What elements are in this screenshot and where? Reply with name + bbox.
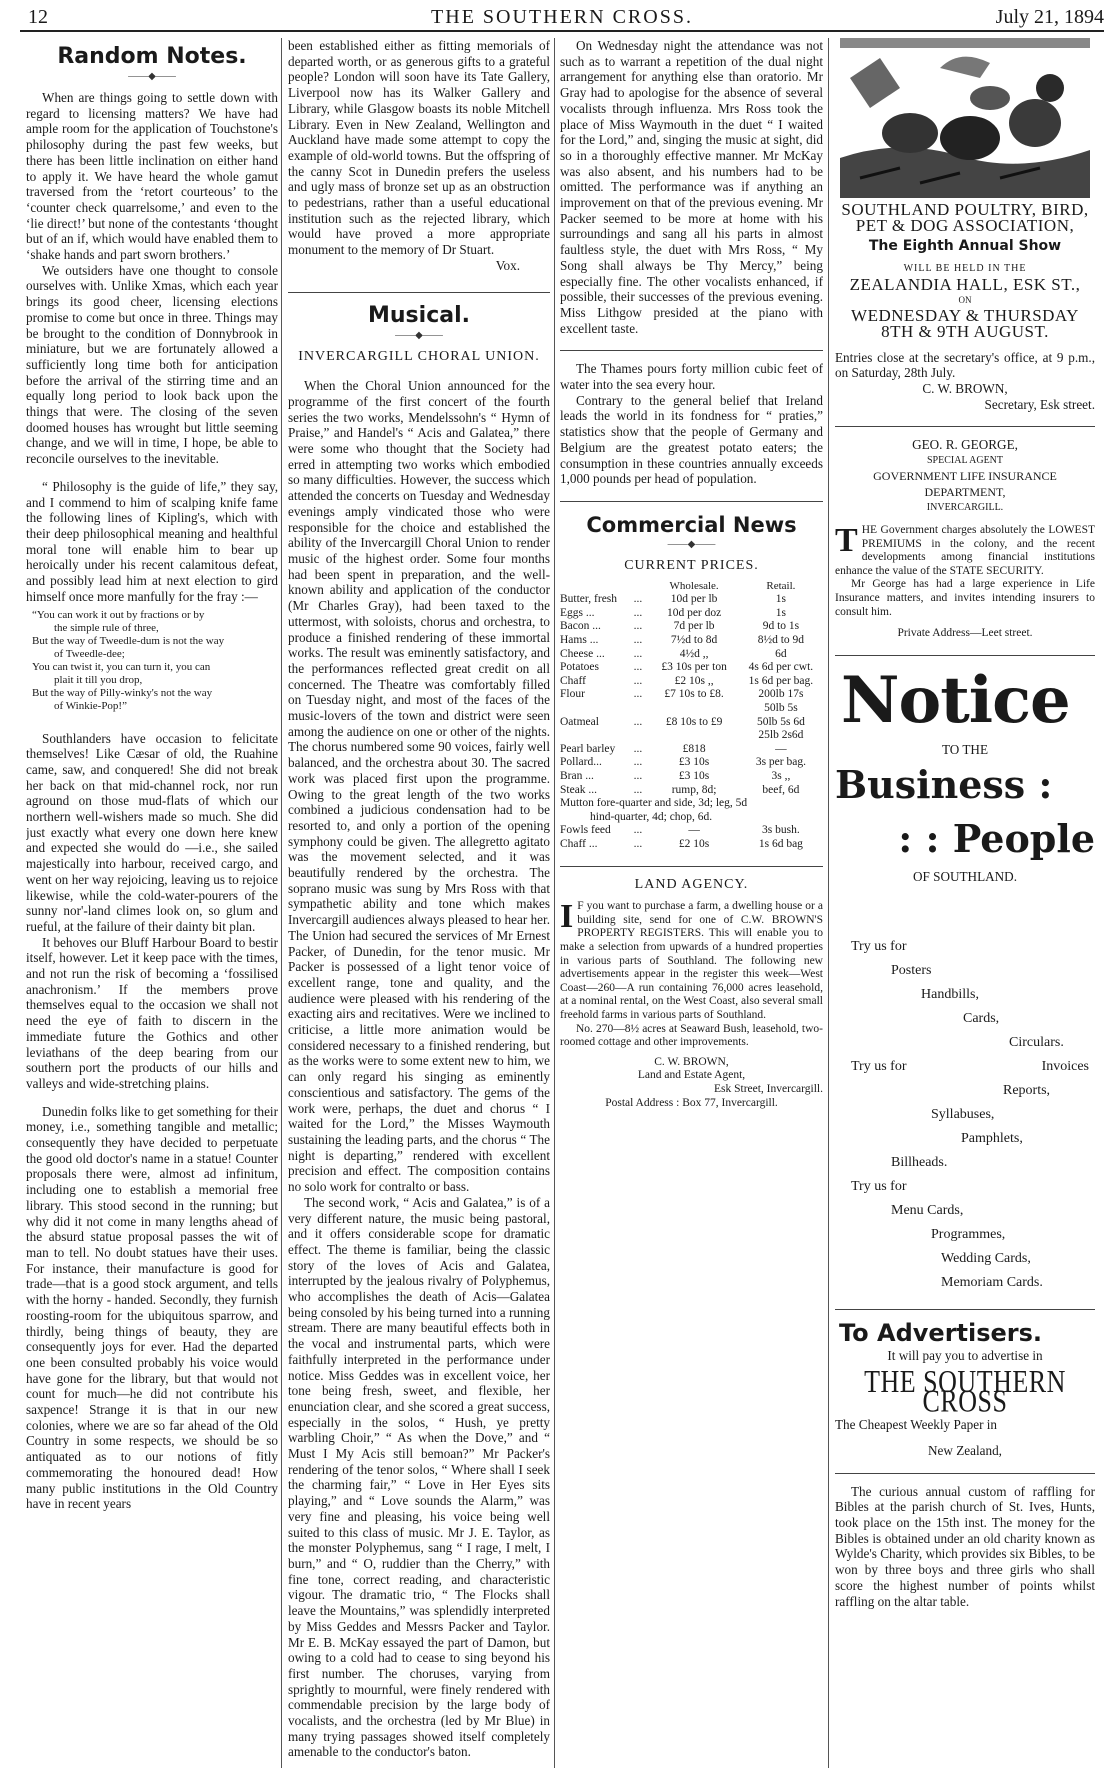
george-ad-body: THE Government charges absolutely the LOWEST PREMIUMS in the colony, and the recent developments among financial institutions enhance the value of the STATE SECURITY. — [835, 521, 1095, 577]
price-item: Bran ... — [560, 770, 594, 782]
price-item: Eggs ... — [560, 606, 595, 619]
ornament-divider: ——◆—— — [667, 538, 716, 550]
column-rule — [281, 38, 282, 1768]
price-retail: 50lb 5s — [764, 702, 798, 715]
price-retail: 1s 6d bag — [758, 837, 803, 850]
section-rule — [835, 426, 1095, 427]
article-paragraph: Dunedin folks like to get something for their money, i.e., something tangible and metallic; consequently they have decided to perpetuate the good old doctor's name in a statue! Counter proposals there were, almost ad infinitum, including one to establish a memorial free library. This stood second in the running; but why did it not come in many lengths ahead of the absurd statue proposal passes the wit of man to tell. No doubt statues have their uses. For instance, their manufacture is good for trade—that is a good stock argument, and tells with the horny - handed. Secondly, they furnish roosting-room for the ubiquitous sparrow, and thirdly, being things of beauty, they are consequently joys for ever. Had the departed one been consulted probably his voice would have gone for the library, but that would not count for much—he did not contribute his saxpence! Strange it is that in our new colonies, where we are so far ahead of the Old Country in some respects, we should be so antiquated as to our notions of fitly commemorating the honoured dead! How many public institutions in the Old Country have in recent years — [26, 1103, 278, 1512]
price-row — [560, 743, 823, 757]
price-wholesale: 10d per doz — [666, 606, 722, 619]
poultry-illustration — [840, 38, 1090, 198]
price-wholesale: £2 10s ,, — [674, 674, 714, 687]
filler-paragraph: The curious annual custom of raffling for Bibles at the parish church of St. Ives, Hunts, took place on the 15th inst. The money for the Bibles is obtained under an old charity known as Wylde's Charity, which provides six Bibles, to be won by three boys and three girls who shall score the highest number of points whilst raffling on the altar table. — [835, 1483, 1095, 1609]
masthead — [20, 6, 1104, 28]
george-ad-body: Mr George has had a large experience in Life Insurance matters, and invites intending insurers to consult him. — [835, 578, 1095, 618]
price-row — [560, 675, 823, 689]
price-retail: 3s per bag. — [755, 756, 806, 769]
price-item: Fowls feed — [560, 824, 611, 837]
column-rule — [828, 38, 829, 1768]
column-header: Retail. — [766, 579, 796, 592]
price-retail: 6d — [775, 647, 787, 660]
price-dots: ... — [633, 688, 643, 701]
price-wholesale: 10d per lb — [670, 593, 718, 606]
price-dots: ... — [633, 742, 643, 755]
price-row — [560, 729, 823, 743]
price-dots: ... — [633, 824, 643, 837]
price-dots: ... — [633, 674, 643, 687]
price-retail: 50lb 5s 6d — [756, 715, 805, 728]
price-wholesale: 4½d ,, — [679, 647, 709, 660]
current-prices-subheading: CURRENT PRICES. — [624, 557, 759, 573]
price-row — [560, 688, 823, 702]
column-2 — [288, 38, 550, 1768]
price-row — [560, 770, 823, 784]
advertisers-line: It will pay you to advertise in — [887, 1348, 1043, 1364]
article-paragraph: We outsiders have one thought to console ourselves with. Unlike Xmas, which each year brings its good cheer, licensing elections promise to come but once in three. Things may be brought to the condition of Donnybrook in miniature, but we are fortunately allowed a sufficiently long time both for anticipation before the arrival of the stirring time and an equally long period to look back upon the things that were. The closing of the seven doomed houses has wrought but little seeming change, and we will in time, I hope, be able to reconcile ourselves to the inevitable. — [26, 262, 278, 467]
price-dots: ... — [633, 620, 643, 633]
article-paragraph: “ Philosophy is the guide of life,” they say, and I commend to him of scalping knife fame the following lines of Kipling's, which with their deep philosophical meaning and healthful moral tone will enable him to bear up heroically under his recent calamitous defeat, and possibly lead him at next election to gird himself once more manfully for the fray :— — [26, 478, 278, 604]
price-wholesale — [649, 702, 738, 716]
poultry-association-ad: SOUTHLAND POULTRY, BIRD, PET & DOG ASSOCIATION, The Eighth Annual Show WILL BE HELD IN THE ZEALANDIA HALL, ESK ST., ON WEDNESDAY & THURSDAY 8TH & 9TH AUGUST. Entries close at the secretary's office, at 9 p.m., on Saturday, 28th July. C. W. BROWN, Secretary, Esk street. — [835, 200, 1095, 412]
column-rule — [554, 38, 555, 1768]
price-item: Pollard... — [560, 756, 602, 769]
column-header: Wholesale. — [669, 579, 719, 592]
column-1 — [26, 38, 278, 1768]
land-agency-body: I F you want to purchase a farm, a dwelling house or a building site, send for one of C.W. BROWN'S PROPERTY REGISTERS. This will enable you to make a selection from upwards of a hundred properties in various parts of Southland. The following new advertisements appear in the register this week—West Coast—260—A run containing 76,000 acres leasehold, at a nominal rental, on the West Coast, also several small freehold farms in various parts of Southland. — [560, 898, 823, 1022]
section-rule — [288, 292, 550, 293]
price-wholesale: £7 10s to £8. — [664, 688, 724, 701]
column-3 — [560, 38, 823, 1768]
article-paragraph: When the Choral Union announced for the programme of the first concert of the fourth series the two works, Mendelssohn's “ Hymn of Praise,” and Handel's “ Acis and Galatea,” there were some who thought that the Society had erred in attempting two works which embodied so many difficulties. However, the success which attended the concerts on Tuesday and Wednesday evenings amply vindicated those who were responsible for the choice and established the ability of the Invercargill Choral Union to render music of the highest order. Some four months had been spent in preparation, and the well-known ability and application of the conductor (Mr Charles Gray), had been taxed to the uttermost, with soloists, chorus and orchestra, to produce a finished rendering of these immortal works. The result was eminently satisfactory, and the performances reflected great credit on all concerned. The Theatre was comfortably filled on Tuesday night, and most of the faces of the music-lovers of the town and district were seen among the audience on one or other of the nights. The chorus numbered some 90 voices, fairly well balanced, and the orchestra about 30. The sacred work was placed first upon the programme. Owing to the great length of the two works combined a judicious condensation had to be resorted to, and only a portion of the opening symphony could be given. The allegretto agitato was the movement selected, and it was beautifully rendered by the orchestra. The soprano music was sung by Mrs Ross with that sympathetic ability and tone which makes Invercargill audiences always pleased to hear her. The Union had secured the services of Mr Ernest Packer, of Dunedin, for the tenor music. Mr Packer is possessed of a light tenor voice of excellent range, tone and quality, and the audience were pleased with his rendering of the exacting airs and recitatives. Were we inclined to criticise, a little more animation would be considered necessary to a finished rendering, but as the works were to some extent new to him, we can only regard his singing as eminently conscientious and satisfactory. The gems of the work were, perhaps, the duet and chorus “ I waited for the Lord,” the Misses Waymouth sustaining the leading parts, and the chorus “ The night is departing,” rendered with excellent precision and effect. The composition contains no solo work for contralto or bass. — [288, 378, 550, 1195]
price-wholesale: £2 10s — [678, 837, 710, 850]
price-item: Bacon ... — [560, 620, 601, 633]
land-agency-listing: No. 270—8½ acres at Seaward Bush, leasehold, two-roomed cottage and other improvements. — [560, 1022, 823, 1049]
price-retail: 3s bush. — [762, 824, 800, 837]
price-dots: ... — [633, 756, 643, 769]
section-rule — [835, 655, 1095, 656]
drop-cap: I — [560, 898, 574, 936]
private-address: Private Address—Leet street. — [897, 627, 1033, 640]
mutton-line: Mutton fore-quarter and side, 3d; leg, 5d — [560, 797, 748, 810]
mutton-line: hind-quarter, 4d; chop, 6d. — [590, 810, 713, 823]
land-agency-heading: LAND AGENCY. — [634, 876, 749, 892]
price-wholesale: £8 10s to £9 — [665, 715, 723, 728]
agent-street: Esk Street, Invercargill. — [713, 1082, 823, 1095]
price-dots: ... — [633, 661, 643, 674]
commercial-news-heading: Commercial News — [586, 512, 797, 537]
price-dots — [634, 702, 650, 716]
price-item: Potatoes — [560, 661, 599, 674]
price-dots: ... — [633, 783, 643, 796]
price-retail: 1s 6d per bag. — [748, 674, 814, 687]
price-retail: beef, 6d — [762, 783, 800, 796]
article-paragraph: When are things going to settle down with regard to licensing matters? We have had ample room for the application of Touchstone's philosophy during the past few weeks, but there has been little inclination on either hand to apply it. We have heard the whole gamut traversed from the ‘retort courteous’ to the ‘counter check quarrelsome,’ and even to the ‘lie direct!’ but none of the contestants ‘thought but of an if, which would have enabled them to ‘shake hands and part sworn brothers.’ — [26, 90, 278, 263]
price-row — [560, 824, 823, 838]
price-retail: 8½d to 9d — [757, 634, 805, 647]
article-paragraph: Southlanders have occasion to felicitate themselves! Like Cæsar of old, the Ruahine came, saw, and conquered! She did not break her back on that mid-channel rock, nor run aground on those mud-flats of which our northern well-wishers made so much. She did just exactly what every one down here knew and expected she would do —i.e., she sailed majestically into harbour, received cargo, and went on her way rejoicing, leaving us to rejoice likewise, while the cold-water-pourers of the sunny nor'-land climes look on, so glum and rueful, at the failure of their dainty bit plan. — [26, 730, 278, 934]
price-item: Chaff ... — [560, 837, 598, 850]
price-retail: 25lb 2s6d — [758, 729, 804, 742]
section-rule — [835, 1473, 1095, 1474]
price-wholesale: — — [688, 824, 700, 837]
price-dots: ... — [633, 593, 643, 606]
section-rule — [560, 866, 823, 867]
price-row — [560, 756, 823, 770]
price-item: Cheese ... — [560, 647, 605, 660]
agent-postal: Postal Address : Box 77, Invercargill. — [605, 1096, 778, 1109]
price-wholesale: rump, 8d; — [671, 783, 717, 796]
price-row — [560, 620, 823, 634]
section-rule — [560, 350, 823, 351]
poem-quote: “You can work it out by fractions or by the simple rule of three, But the way of Tweedle-dum is not the way of Tweedle-dee; You can twist it, you can turn it, you can plait it till you drop, But the way of Pilly-winky's not the way of Winkie-Pop!” — [32, 608, 225, 712]
price-item — [560, 729, 634, 743]
price-retail: 4s 6d per cwt. — [748, 661, 814, 674]
price-retail: — — [775, 742, 787, 755]
filler-paragraph: Contrary to the general belief that Ireland leads the world in its fondness for “ praties,” statistics show that the people of Germany and Belgium are the greatest potato eaters; the consumption in these countries annually exceeds 1,000 pounds per head of population. — [560, 392, 823, 487]
price-item — [560, 702, 634, 716]
price-row — [560, 634, 823, 648]
advertisers-line: New Zealand, — [928, 1442, 1002, 1458]
price-row — [560, 716, 823, 730]
notice-heading: Notice — [841, 662, 1070, 738]
price-retail: 200lb 17s — [758, 688, 804, 701]
price-dots: ... — [633, 770, 643, 782]
price-retail: 9d to 1s — [762, 620, 800, 633]
price-item: Flour — [560, 688, 585, 701]
ornament-divider: ——◆—— — [128, 71, 176, 82]
price-dots — [634, 729, 650, 743]
masthead-rule — [20, 30, 1104, 32]
page-number: 12 — [28, 6, 48, 28]
newspaper-title: THE SOUTHERN CROSS. — [431, 6, 693, 28]
price-dots: ... — [633, 715, 643, 728]
article-paragraph: been established either as fitting memorials of departed worth, or as generous gifts to a grateful people? London will soon have its Tate Gallery, Liverpool now has its Walker Gallery and Library, while Glasgow boasts its noble Mitchell Library. Even in New Zealand, Wellington and Auckland have made some attempt to copy the example of old-world towns. But the offspring of the canny Scot in Dunedin prefers the useless and ugly mass of bronze set up as an obstruction to pedestrians, rather than a useful educational institution such as the rejected library, which would have proved a more appropriate monument to the memory of Dr Stuart. — [288, 38, 550, 258]
price-row — [560, 784, 823, 798]
article-paragraph: The second work, “ Acis and Galatea,” is of a very different nature, the music being pastoral, and it offers considerable scope for dramatic effect. The theme is familiar, being the classic story of the loves of Acis and Galatea, interrupted by the jealous rivalry of Polyphemus, who accomplishes the death of Acis—Galatea being consoled by his being turned into a running stream. There are many beautiful effects both in the vocal and instrumental parts, which were faithfully interpreted in the performance under notice. Miss Geddes was in excellent voice, her tone being fresh, sweet, and flexible, her enunciation clear, and she scored a great success, especially in the solos, “ Hush, ye pretty warbling Choir,” “ As when the Dove,” and “ Must I My Acis still bemoan?” Mr Packer's rendering of the tenor solos, “ Where shall I seek the charming fair,” “ Love in Her Eyes sits playing,” and “ Love sounds the Alarm,” was very fine and pleasing, his voice being well suited to this class of music. Mr J. E. Taylor, as the monster Polyphemus, sang “ I rage, I melt, I burn,” and “ O, ruddier than the Cherry,” with fine tone, correct reading, and characteristic vigour. The dramatic trio, “ The Flocks shall leave the Mountains,” was splendidly interpreted by Miss Geddes and Messrs Packer and Taylor. Mr E. B. McKay essayed the part of Damon, but owing to a cold had to cease to sing beyond his first number. The choruses, varying from sprightly to mournful, were finely rendered with commendable precision by the large body of vocalists, and the orchestra (led by Mr Blue) in many trying passages showed itself completely amenable to the conductor's baton. — [288, 1194, 550, 1760]
price-item: Butter, fresh — [560, 593, 618, 606]
price-dots: ... — [633, 647, 643, 660]
paper-name: THE SOUTHERN CROSS — [864, 1364, 1066, 1418]
random-notes-heading: Random Notes. — [57, 44, 247, 69]
price-retail: 1s — [775, 593, 787, 606]
price-wholesale: £818 — [682, 742, 706, 755]
price-item: Steak ... — [560, 783, 598, 796]
prices-table — [560, 580, 823, 852]
advertisers-heading: To Advertisers. — [839, 1319, 1043, 1348]
agent-name: C. W. BROWN, — [654, 1055, 729, 1068]
issue-date: July 21, 1894 — [995, 6, 1104, 28]
price-wholesale — [649, 729, 738, 743]
price-item: Chaff — [560, 674, 586, 687]
article-paragraph: On Wednesday night the attendance was not such as to warrant a repetition of the dual night arrangement for anything else than oratorio. Mr Gray had to apologise for the absence of several vocalists through influenza. Mrs Ross took the place of Miss Waymouth in the duet “ I waited for the Lord,” and, singing the music at sight, did so in a thoroughly effective manner. Mr McKay was also absent, and his numbers had to be omitted. The performance was if anything an improvement on that of the previous evening. Mr Packer seemed to be more at home with his surroundings and sang all his parts in almost faultless style, the duet with Mrs Ross, “ My Song shall always be Thy Mercy,” being especially fine. The other vocalists enhanced, if possible, their successes of the previous evening. Miss Lithgow presided at the piano with excellent taste. — [560, 38, 823, 336]
price-wholesale: 7½d to 8d — [670, 634, 718, 647]
george-insurance-ad: GEO. R. GEORGE, SPECIAL AGENT GOVERNMENT LIFE INSURANCE DEPARTMENT, INVERCARGILL. — [873, 437, 1057, 514]
musical-heading: Musical. — [368, 302, 470, 328]
price-wholesale: £3 10s — [678, 770, 710, 782]
price-row — [560, 593, 823, 607]
ornament-divider: ——◆—— — [395, 329, 443, 341]
choral-union-subheading: INVERCARGILL CHORAL UNION. — [298, 348, 540, 364]
article-paragraph: It behoves our Bluff Harbour Board to bestir itself, however. Let it keep pace with the times, and not run the risk of becoming a ‘fossilised anachronism.’ If the members prove themselves equal to the occasion we shall not need the eye of faith to discern in the immediate future the Gothics and other leviathans of the deep bearing from our southern port the products of our hills and valleys and wide-stretching plains. — [26, 934, 278, 1091]
price-wholesale: 7d per lb — [673, 620, 715, 633]
signature: Vox. — [495, 257, 520, 273]
price-row — [560, 702, 823, 716]
price-retail: 3s ,, — [771, 770, 791, 782]
price-row — [560, 661, 823, 675]
price-item: Hams ... — [560, 634, 599, 647]
price-wholesale: £3 10s — [678, 756, 710, 769]
section-rule — [560, 501, 823, 502]
notice-ad: Notice TO THE Business : : : People OF SOUTHLAND. Try us for Posters Handbills, Cards, Circulars. Try us for Invoices Reports, Syllabuses, Pamphlets, Billheads. Try us for Menu Cards, Programmes, Wedding Cards, Memoriam Cards. — [835, 662, 1095, 1291]
price-wholesale: £3 10s per ton — [661, 661, 727, 674]
price-item: Pearl barley — [560, 742, 616, 755]
price-dots: ... — [633, 634, 643, 647]
price-row — [560, 838, 823, 852]
price-dots: ... — [633, 606, 643, 619]
price-row — [560, 607, 823, 621]
advertisers-line: The Cheapest Weekly Paper in — [835, 1417, 998, 1433]
price-dots: ... — [633, 837, 643, 850]
agent-role: Land and Estate Agent, — [637, 1069, 746, 1082]
section-rule — [835, 1309, 1095, 1310]
price-row — [560, 648, 823, 662]
column-4 — [835, 38, 1095, 1768]
filler-paragraph: The Thames pours forty million cubic feet of water into the sea every hour. — [560, 361, 823, 393]
price-retail: 1s — [775, 606, 787, 619]
price-item: Oatmeal — [560, 715, 599, 728]
